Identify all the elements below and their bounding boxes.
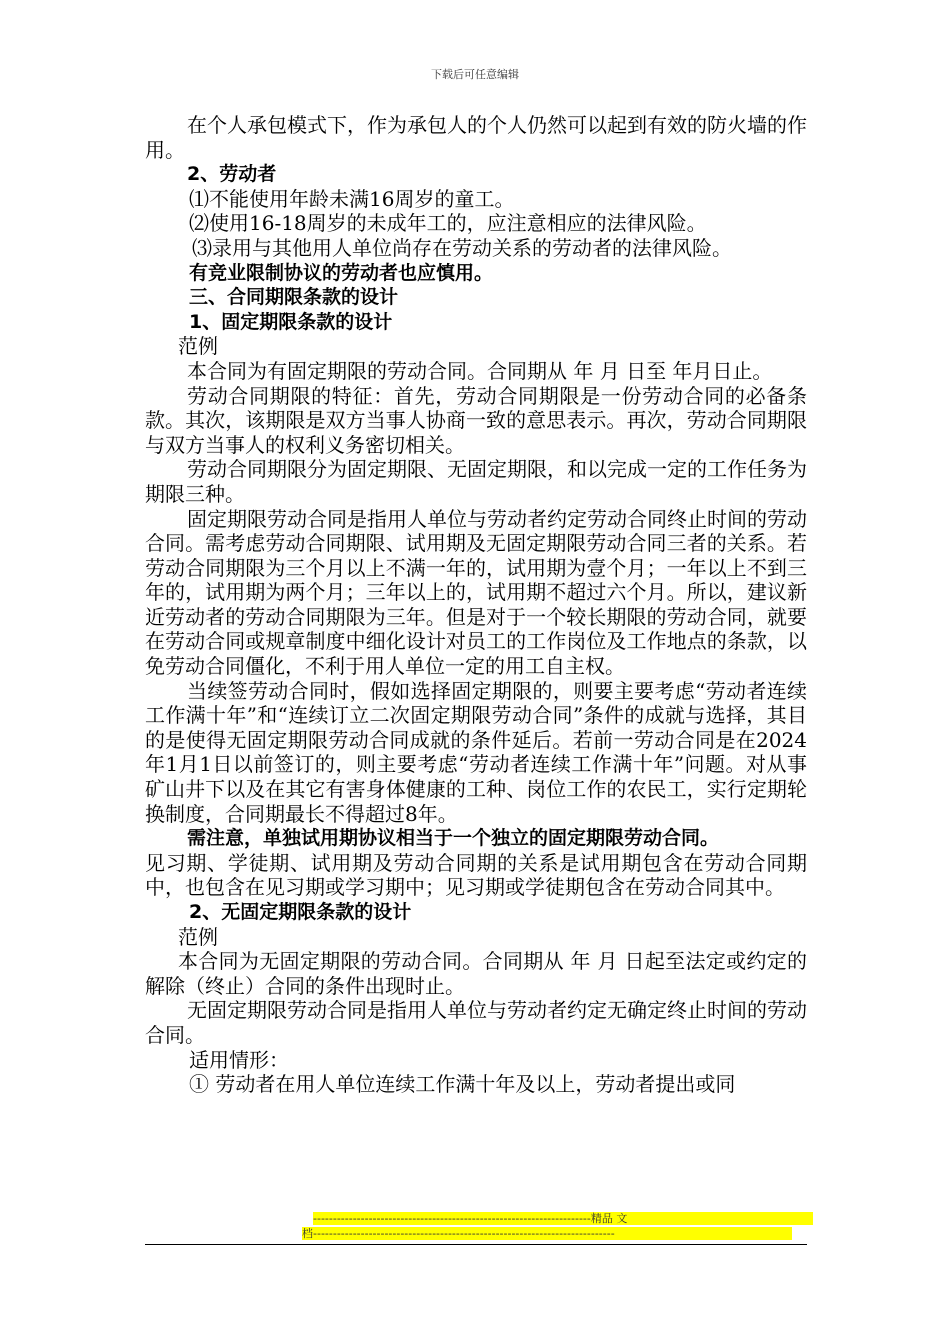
- document-body: [145, 113, 807, 1097]
- paragraph: 当续签劳动合同时，假如选择固定期限的，则要主要考虑“劳动者连续工作满十年”和“连续订立二次固定期限劳动合同”条件的成就与选择，其目的是使得无固定期限劳动合同成就的条件延后。若前一劳动合同是在2024年1月1日以前签订的，则主要考虑“劳动者连续工作满十年”问题。对从事矿山井下以及在其它有害身体健康的工种、岗位工作的农民工，实行定期轮换制度，合同期最长不得超过8年。: [145, 678, 807, 826]
- footer-watermark-line: ----------------------------------------------------------------------精品 文: [313, 1212, 813, 1225]
- page-footer: [145, 1212, 807, 1240]
- page-header: 下载后可任意编辑: [431, 68, 519, 81]
- subsection-heading: 1、固定期限条款的设计: [189, 310, 393, 333]
- paragraph: 无固定期限劳动合同是指用人单位与劳动者约定无确定终止时间的劳动合同。: [145, 998, 807, 1047]
- list-item: ⑵使用16-18周岁的未成年工的，应注意相应的法律风险。: [189, 211, 707, 236]
- section-heading: 2、劳动者: [187, 163, 277, 186]
- paragraph: 固定期限劳动合同是指用人单位与劳动者约定劳动合同终止时间的劳动合同。需考虑劳动合同期限、试用期及无固定期限劳动合同三者的关系。若劳动合同期限为三个月以上不满一年的，试用期为壹个月；一年以上不到三年的，试用期为两个月；三年以上的，试用期不超过六个月。所以，建议新近劳动者的劳动合同期限为三年。但是对于一个较长期限的劳动合同，就要在劳动合同或规章制度中细化设计对员工的工作岗位及工作地点的条款，以免劳动合同僵化，不利于用人单位一定的用工自主权。: [145, 506, 807, 679]
- paragraph: 劳动合同期限分为固定期限、无固定期限，和以完成一定的工作任务为期限三种。: [145, 457, 807, 506]
- subsection-heading: 2、无固定期限条款的设计: [189, 901, 412, 923]
- emphasis-note: 需注意，单独试用期协议相当于一个独立的固定期限劳动合同。: [187, 827, 720, 850]
- paragraph: 劳动合同期限的特征：首先，劳动合同期限是一份劳动合同的必备条款。其次，该期限是双方当事人协商一致的意思表示。再次，劳动合同期限与双方当事人的权利义务密切相关。: [145, 383, 807, 457]
- footer-watermark-line: 档----------------------------------------------------------------------------: [302, 1227, 792, 1240]
- label: 适用情形：: [189, 1047, 289, 1072]
- list-item: ① 劳动者在用人单位连续工作满十年及以上，劳动者提出或同: [189, 1072, 736, 1097]
- list-item: ⑶录用与其他用人单位尚存在劳动关系的劳动者的法律风险。: [192, 235, 732, 260]
- example-label: 范例: [178, 924, 218, 949]
- paragraph: 见习期、学徒期、试用期及劳动合同期的关系是试用期包含在劳动合同期中，也包含在见习期或学习期中；见习期或学徒期包含在劳动合同其中。: [145, 850, 807, 900]
- paragraph: 在个人承包模式下，作为承包人的个人仍然可以起到有效的防火墙的作用。: [145, 113, 807, 162]
- emphasis-note: 有竞业限制协议的劳动者也应慎用。: [189, 261, 494, 284]
- list-item: ⑴不能使用年龄未满16周岁的童工。: [189, 186, 515, 211]
- paragraph: 本合同为有固定期限的劳动合同。合同期从 年 月 日至 年月日止。: [187, 358, 773, 383]
- footer-divider: [145, 1244, 807, 1245]
- section-heading: 三、合同期限条款的设计: [189, 286, 399, 309]
- paragraph: 本合同为无固定期限的劳动合同。合同期从 年 月 日起至法定或约定的解除（终止）合同的条件出现时止。: [145, 949, 807, 998]
- example-label: 范例: [178, 334, 218, 359]
